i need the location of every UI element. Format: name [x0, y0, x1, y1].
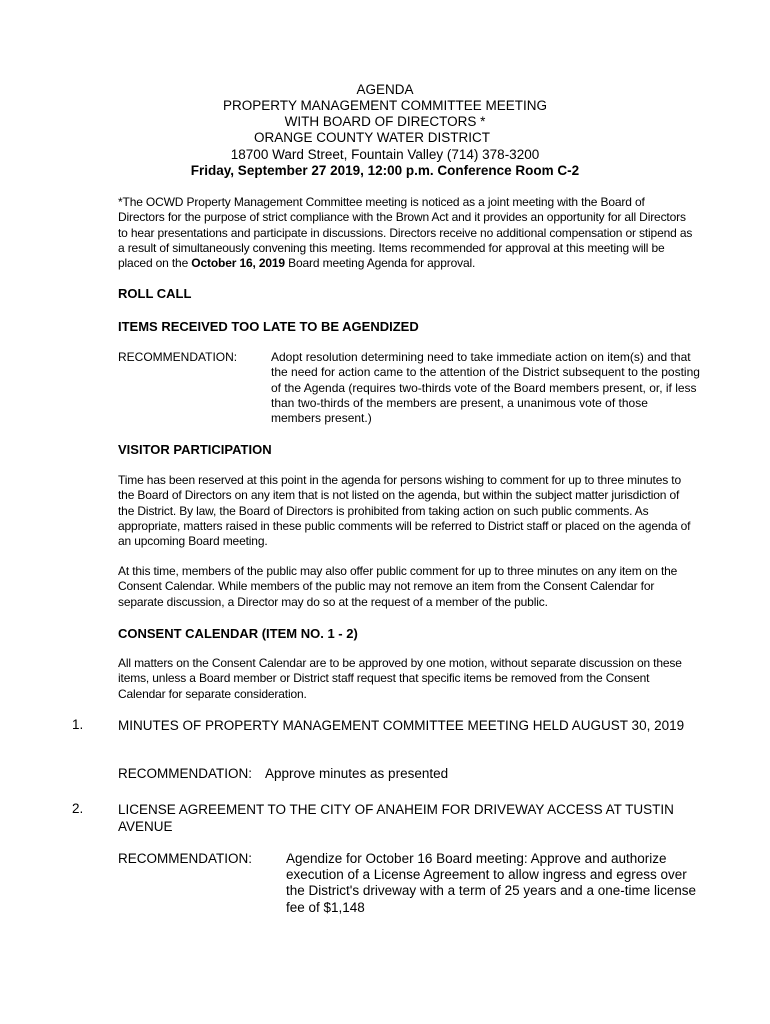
intro-bold-date: October 16, 2019 [191, 256, 285, 271]
late-items-rec-text: Adopt resolution determining need to take immediate action on item(s) and that the need for action came to the attention of the District subsequent to the posting of the Agenda (requires two-thirds vote of the Board members present, or, if less than two-thirds of the members are present, a unanimous vote of those members present.) [271, 350, 700, 426]
late-items-heading: ITEMS RECEIVED TOO LATE TO BE AGENDIZED [118, 319, 419, 334]
board-line: WITH BOARD OF DIRECTORS * [284, 114, 486, 129]
intro-text-end: Board meeting Agenda for approval. [284, 256, 476, 271]
item-2-rec-text: Agendize for October 16 Board meeting: Approve and authorize execution of a License Agreement to allow ingress and egress over the District's driveway with a term of 25 years and a one-time license fee of $1,148 [286, 851, 696, 915]
visitor-heading: VISITOR PARTICIPATION [118, 442, 272, 457]
roll-call-heading: ROLL CALL [118, 286, 192, 301]
visitor-paragraph-1: Time has been reserved at this point in the agenda for persons wishing to comment for up to three minutes to the Board of Directors on any item that is not listed on the agenda, but within the subject matter jurisdiction of the District. By law, the Board of Directors is prohibited from taking action on such public comments. As appropriate, matters raised in these public comments will be referred to District staff or placed on the agenda of an upcoming Board meeting. [118, 473, 691, 549]
district-name: ORANGE COUNTY WATER DISTRICT [253, 130, 490, 145]
consent-paragraph: All matters on the Consent Calendar are to be approved by one motion, without separate discussion on these items, unless a Board member or District staff request that specific items be removed from the Consent Calendar for separate consideration. [118, 656, 682, 701]
item-2-rec-label: RECOMMENDATION: [118, 851, 252, 866]
item-2-title: LICENSE AGREEMENT TO THE CITY OF ANAHEIM FOR DRIVEWAY ACCESS AT TUSTIN AVENUE [118, 802, 674, 834]
meeting-datetime: Friday, September 27 2019, 12:00 p.m. Conference Room C-2 [190, 163, 580, 178]
agenda-title: AGENDA [356, 82, 414, 97]
address-line: 18700 Ward Street, Fountain Valley (714) 378-3200 [230, 147, 540, 162]
committee-name: PROPERTY MANAGEMENT COMMITTEE MEETING [222, 98, 548, 113]
visitor-paragraph-2: At this time, members of the public may also offer public comment for up to three minutes on any item on the Consent Calendar. While members of the public may not remove an item from the Consent Calendar for separate discussion, a Director may do so at the request of a member of the public. [118, 564, 678, 609]
late-items-rec-label: RECOMMENDATION: [118, 350, 238, 364]
item-1-title: MINUTES OF PROPERTY MANAGEMENT COMMITTEE MEETING HELD AUGUST 30, 2019 [118, 718, 685, 733]
intro-text: *The OCWD Property Management Committee meeting is noticed as a joint meeting with the Board of Directors for the purpose of strict compliance with the Brown Act and it provides an opportunity for all Directors to hear presentations and participate in discussions. Directors receive no additional compensation or stipend as a result of simultaneously convening this meeting. Items recommended for approval at this meeting will be placed on the [118, 195, 693, 271]
item-1-rec-label-text: RECOMMENDATION: [118, 766, 252, 781]
item-1-rec-label [118, 766, 252, 781]
intro-paragraph [118, 195, 693, 271]
consent-heading: CONSENT CALENDAR (ITEM NO. 1 - 2) [118, 626, 358, 641]
item-2-number: 2. [72, 801, 84, 816]
item-1-number: 1. [72, 717, 84, 732]
item-1-rec-text: Approve minutes as presented [265, 766, 449, 781]
